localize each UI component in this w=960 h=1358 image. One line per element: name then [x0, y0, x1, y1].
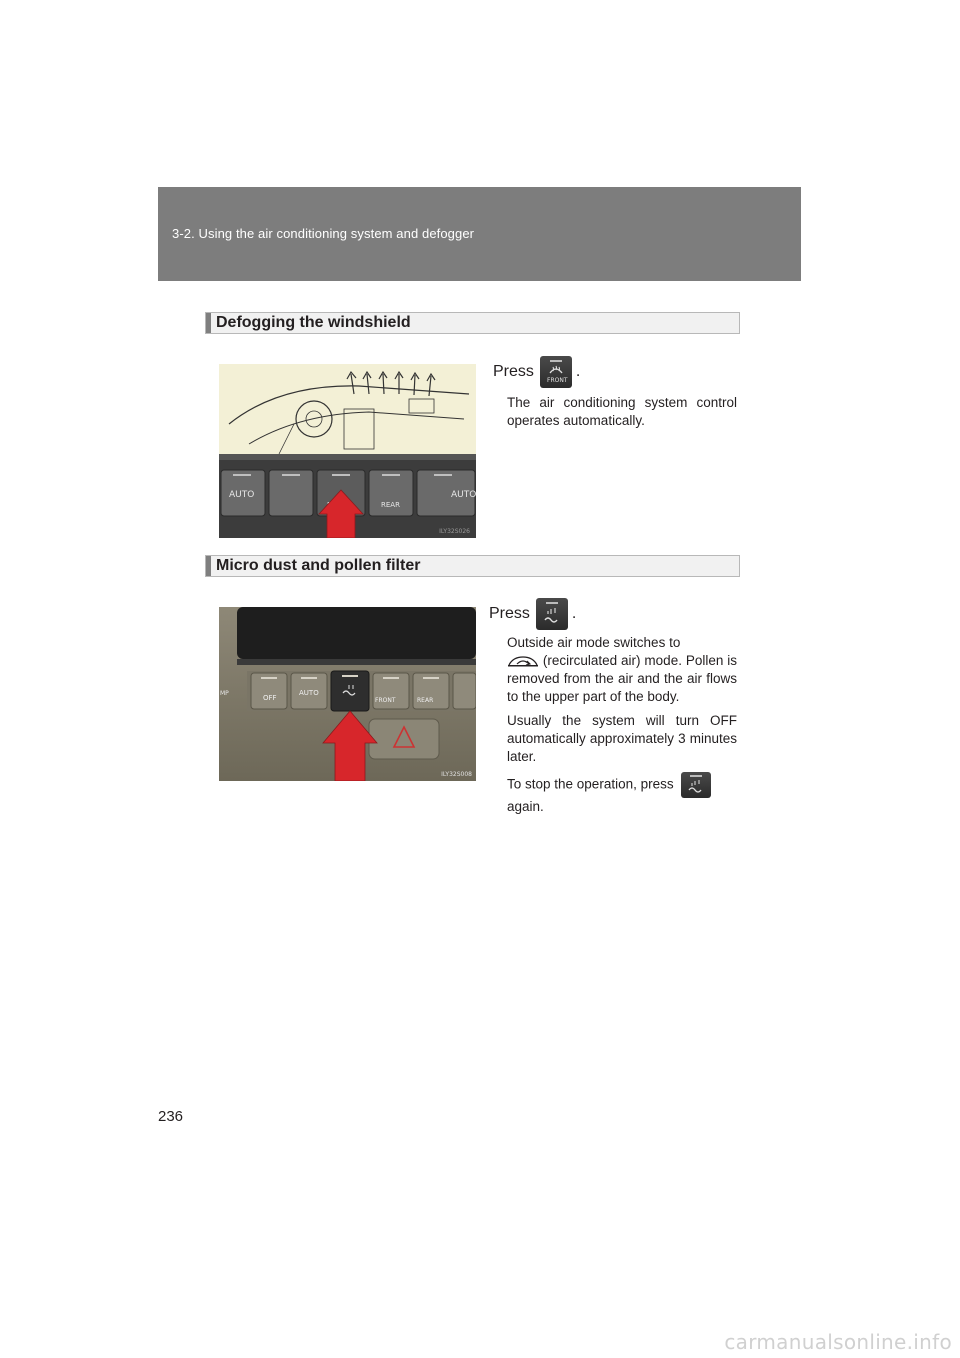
paragraph-text: To stop the operation, press — [507, 776, 674, 792]
figure-code: ILY32S026 — [439, 528, 470, 535]
press-period: . — [575, 363, 581, 380]
paragraph: The air conditioning system control operates automatically. — [507, 395, 737, 428]
figure-defogging-windshield — [219, 364, 476, 538]
section-title: Defogging the windshield — [216, 314, 411, 331]
paragraph-text: (recirculated air) mode. Pollen is removed from the air and the air flows to the upper part of the body. — [507, 653, 737, 704]
defogging-description — [507, 394, 737, 436]
front-defogger-button-icon — [540, 356, 572, 388]
recirculated-air-icon — [507, 653, 539, 669]
svg-text:FRONT: FRONT — [546, 377, 568, 384]
svg-text:AUTO: AUTO — [229, 490, 255, 500]
pollen-filter-button-icon — [681, 772, 711, 798]
paragraph-text: Outside air mode switches to — [507, 635, 681, 650]
section-title: Micro dust and pollen filter — [216, 557, 421, 574]
figure-pollen-filter — [219, 607, 476, 781]
paragraph-text: again. — [507, 799, 544, 814]
page-number: 236 — [158, 1108, 184, 1125]
paragraph-3 — [507, 772, 737, 816]
control-panel-photo — [219, 607, 476, 781]
press-instruction-pollen — [489, 598, 576, 630]
section-accent — [206, 313, 211, 333]
paragraph-2: Usually the system will turn OFF automatically approximately 3 minutes later. — [507, 713, 737, 764]
press-instruction-front — [493, 356, 580, 388]
section-title-bar-pollen-filter — [205, 555, 740, 577]
svg-text:MP: MP — [220, 690, 229, 697]
press-word: Press — [493, 363, 534, 380]
chapter-header-band — [158, 187, 801, 281]
svg-text:REAR: REAR — [417, 697, 434, 704]
svg-text:FRONT: FRONT — [375, 697, 396, 704]
pollen-filter-button-icon — [536, 598, 568, 630]
svg-text:AUTO: AUTO — [451, 490, 476, 500]
pollen-filter-description — [507, 634, 737, 822]
svg-text:AUTO: AUTO — [299, 689, 319, 697]
paragraph-1 — [507, 634, 737, 706]
section-title-bar-defogging — [205, 312, 740, 334]
dashboard-illustration — [219, 364, 476, 538]
press-period: . — [571, 605, 577, 622]
section-accent — [206, 556, 211, 576]
svg-text:OFF: OFF — [263, 694, 277, 702]
press-word: Press — [489, 605, 530, 622]
watermark: carmanualsonline.info — [724, 1330, 952, 1354]
figure-code: ILY32S008 — [441, 771, 472, 778]
svg-text:REAR: REAR — [381, 501, 400, 509]
breadcrumb: 3-2. Using the air conditioning system and defogger — [172, 226, 475, 241]
